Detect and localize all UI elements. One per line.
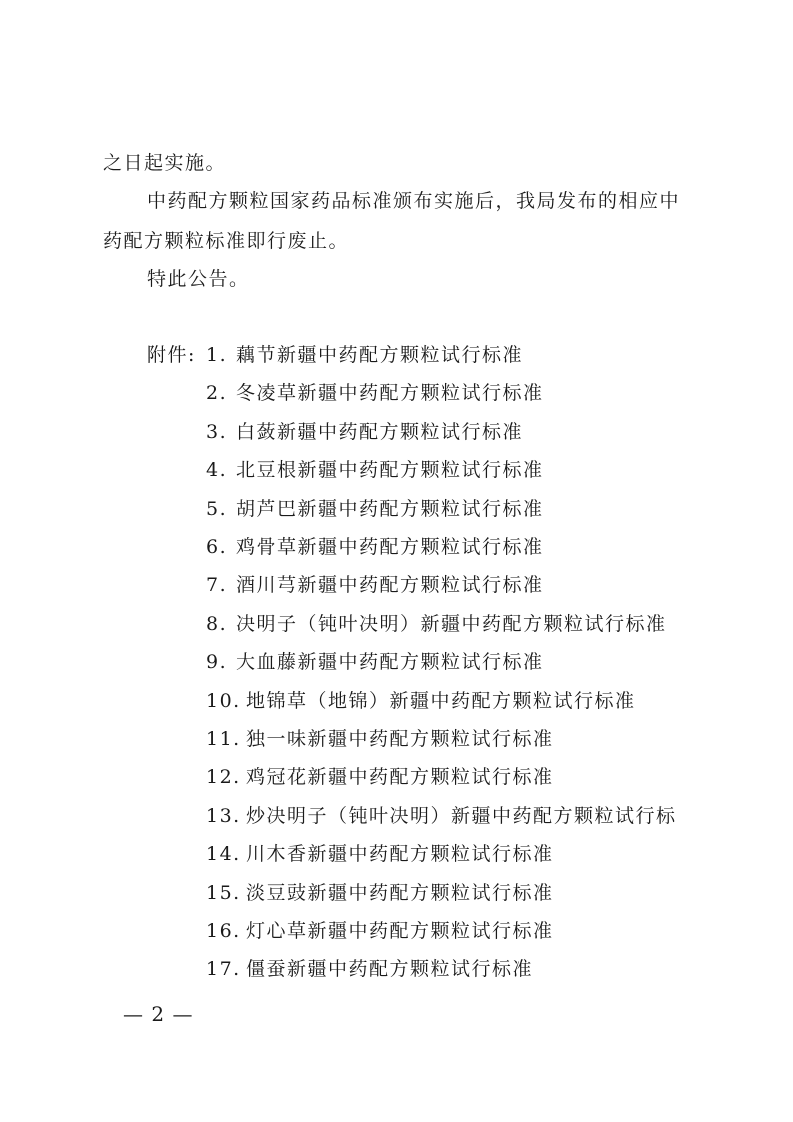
closing-notice: 特此公告。 xyxy=(147,268,250,290)
attachment-item xyxy=(206,494,544,521)
attachment-number: 6. xyxy=(206,536,228,558)
attachment-number: 11. xyxy=(206,728,241,750)
attachment-title: 僵蚕新疆中药配方颗粒试行标准 xyxy=(246,958,534,980)
attachment-item xyxy=(206,609,667,636)
attachment-title: 淡豆豉新疆中药配方颗粒试行标准 xyxy=(246,882,554,904)
attachment-item xyxy=(206,839,554,866)
attachment-number: 14. xyxy=(206,843,241,865)
attachment-number: 17. xyxy=(206,958,241,980)
attachment-title: 胡芦巴新疆中药配方颗粒试行标准 xyxy=(236,498,544,520)
attachment-item xyxy=(206,686,636,713)
attachment-number: 12. xyxy=(206,766,241,788)
attachment-title: 炒决明子（钝叶决明）新疆中药配方颗粒试行标 xyxy=(246,805,677,827)
attachment-title: 灯心草新疆中药配方颗粒试行标准 xyxy=(246,920,554,942)
attachment-item xyxy=(206,724,554,751)
attachment-item xyxy=(206,954,533,981)
attachment-item xyxy=(206,340,523,367)
attachment-item xyxy=(206,378,544,405)
attachment-number: 13. xyxy=(206,805,241,827)
attachment-title: 地锦草（地锦）新疆中药配方颗粒试行标准 xyxy=(246,690,636,712)
attachment-item xyxy=(206,455,544,482)
attachment-number: 16. xyxy=(206,920,241,942)
attachment-number: 1. xyxy=(206,344,228,366)
attachment-number: 8. xyxy=(206,613,228,635)
body-paragraph-1: 之日起实施。 xyxy=(103,152,227,174)
attachment-title: 鸡骨草新疆中药配方颗粒试行标准 xyxy=(236,536,544,558)
body-paragraph-2: 中药配方颗粒国家药品标准颁布实施后，我局发布的相应中 xyxy=(147,190,681,212)
page-number: — 2 — xyxy=(123,1002,194,1026)
attachment-number: 5. xyxy=(206,498,228,520)
attachment-item xyxy=(206,532,544,559)
attachment-title: 决明子（钝叶决明）新疆中药配方颗粒试行标准 xyxy=(236,613,667,635)
attachment-title: 川木香新疆中药配方颗粒试行标准 xyxy=(246,843,554,865)
attachment-number: 15. xyxy=(206,882,241,904)
attachment-title: 冬凌草新疆中药配方颗粒试行标准 xyxy=(236,382,544,404)
attachment-title: 白蔹新疆中药配方颗粒试行标准 xyxy=(236,421,524,443)
attachment-number: 7. xyxy=(206,574,228,596)
attachment-number: 10. xyxy=(206,690,241,712)
attachment-title: 独一味新疆中药配方颗粒试行标准 xyxy=(246,728,554,750)
attachment-item xyxy=(206,878,554,905)
attachment-item xyxy=(206,417,523,444)
body-paragraph-3: 药配方颗粒标准即行废止。 xyxy=(103,230,350,252)
attachment-item xyxy=(206,762,554,789)
attachments-label: 附件: xyxy=(147,344,196,366)
attachment-item xyxy=(206,916,554,943)
attachment-item xyxy=(206,570,544,597)
attachment-item xyxy=(206,801,677,828)
attachment-number: 9. xyxy=(206,651,228,673)
attachment-title: 鸡冠花新疆中药配方颗粒试行标准 xyxy=(246,766,554,788)
attachment-title: 大血藤新疆中药配方颗粒试行标准 xyxy=(236,651,544,673)
attachment-title: 酒川芎新疆中药配方颗粒试行标准 xyxy=(236,574,544,596)
attachment-number: 4. xyxy=(206,459,228,481)
attachment-title: 藕节新疆中药配方颗粒试行标准 xyxy=(236,344,524,366)
attachment-title: 北豆根新疆中药配方颗粒试行标准 xyxy=(236,459,544,481)
attachment-number: 2. xyxy=(206,382,228,404)
attachment-item xyxy=(206,647,544,674)
attachment-number: 3. xyxy=(206,421,228,443)
